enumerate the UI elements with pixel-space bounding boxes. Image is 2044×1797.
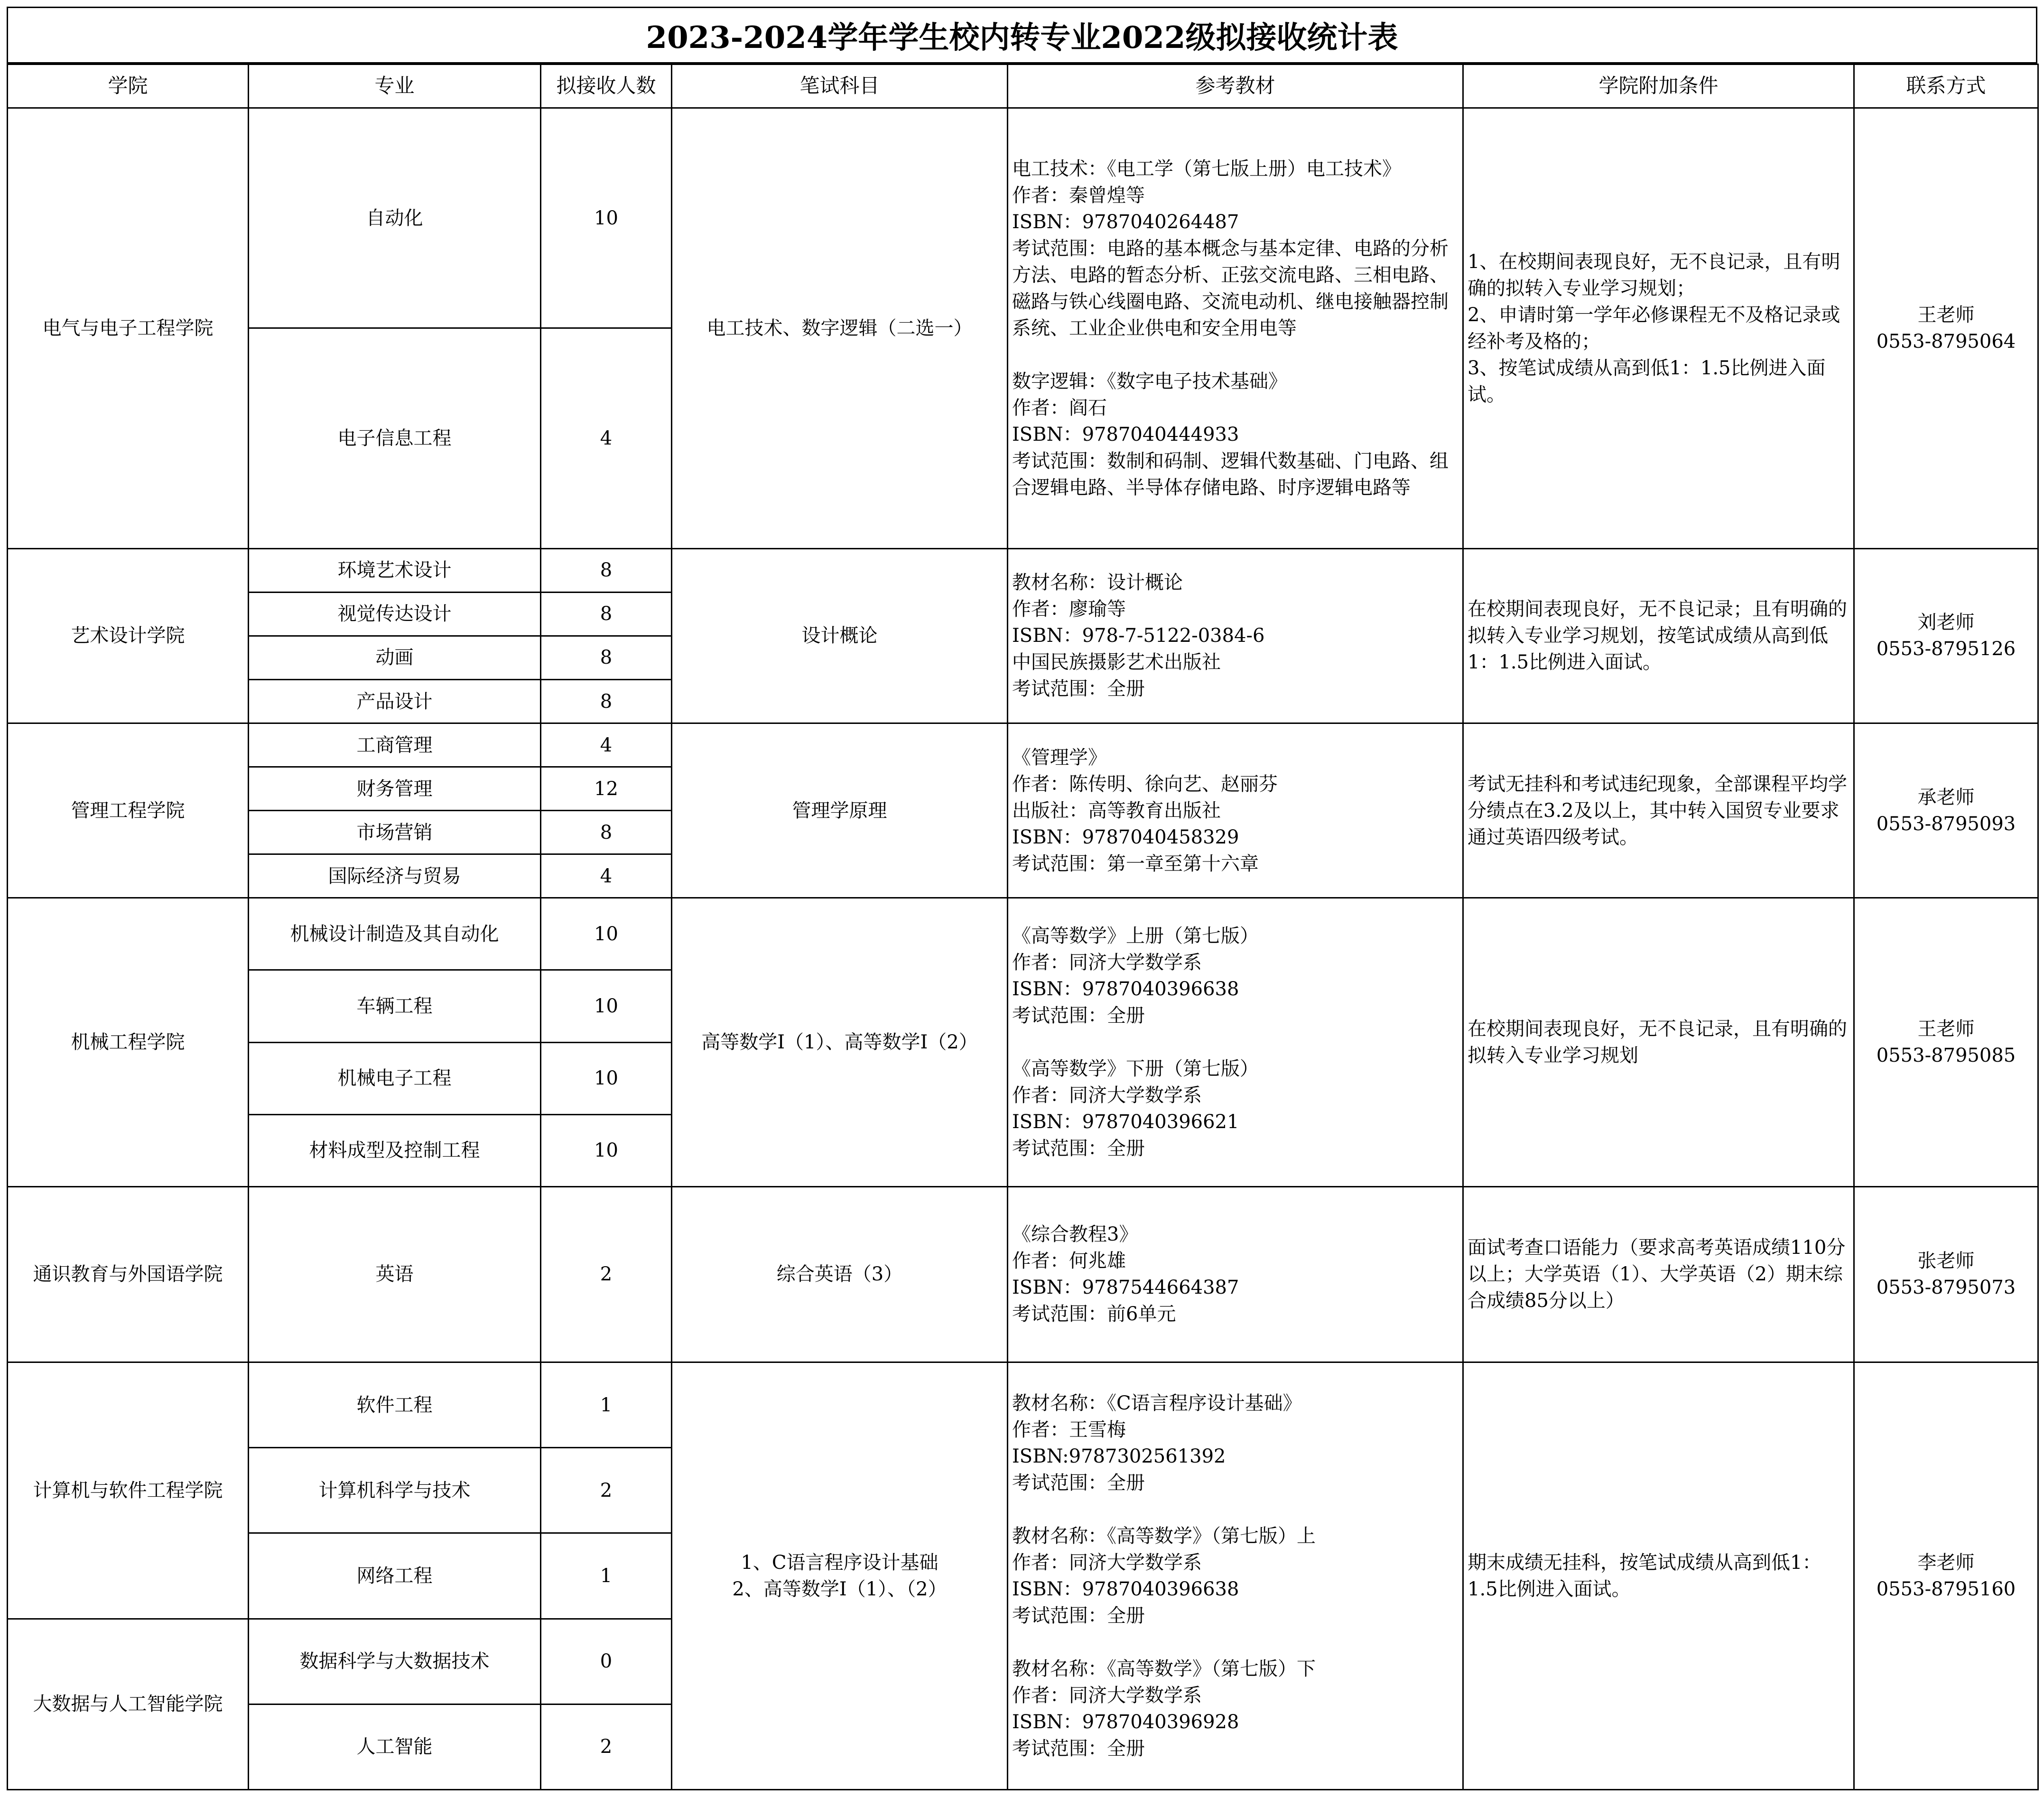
count-cell: 1 [541, 1362, 672, 1448]
count-cell: 1 [541, 1533, 672, 1619]
table-row [8, 108, 2038, 328]
table-row [8, 1362, 2038, 1448]
count-cell: 12 [541, 767, 672, 811]
count-cell: 10 [541, 1042, 672, 1114]
transfer-statistics-table [7, 64, 2039, 1790]
major-cell: 网络工程 [249, 1533, 541, 1619]
major-cell: 视觉传达设计 [249, 592, 541, 636]
major-cell: 国际经济与贸易 [249, 854, 541, 898]
count-cell: 4 [541, 723, 672, 767]
college-cell: 电气与电子工程学院 [8, 108, 249, 549]
exam-cell: 高等数学I（1）、高等数学I（2） [672, 898, 1008, 1187]
contact-name: 王老师 [1917, 304, 1975, 326]
major-cell: 工商管理 [249, 723, 541, 767]
contact-name: 承老师 [1917, 786, 1975, 808]
college-cell: 大数据与人工智能学院 [8, 1619, 249, 1789]
major-cell: 动画 [249, 636, 541, 679]
college-cell: 计算机与软件工程学院 [8, 1362, 249, 1619]
contact-cell [1854, 898, 2038, 1187]
conditions-cell: 在校期间表现良好，无不良记录；且有明确的拟转入专业学习规划，按笔试成绩从高到低1：1.5比例进入面试。 [1463, 548, 1854, 723]
header-textbook: 参考教材 [1008, 65, 1463, 108]
major-cell: 材料成型及控制工程 [249, 1114, 541, 1186]
exam-cell: 设计概论 [672, 548, 1008, 723]
contact-phone: 0553-8795064 [1876, 330, 2016, 352]
header-major: 专业 [249, 65, 541, 108]
header-contact: 联系方式 [1854, 65, 2038, 108]
major-cell: 产品设计 [249, 679, 541, 723]
exam-cell: 管理学原理 [672, 723, 1008, 898]
header-college: 学院 [8, 65, 249, 108]
count-cell: 4 [541, 328, 672, 548]
contact-cell [1854, 548, 2038, 723]
header-count: 拟接收人数 [541, 65, 672, 108]
count-cell: 2 [541, 1704, 672, 1789]
college-cell: 通识教育与外国语学院 [8, 1186, 249, 1362]
textbook-cell: 《管理学》 作者：陈传明、徐向艺、赵丽芬 出版社：高等教育出版社 ISBN：9787040458329 考试范围：第一章至第十六章 [1008, 723, 1463, 898]
textbook-cell: 教材名称：《C语言程序设计基础》 作者：王雪梅 ISBN:9787302561392 考试范围：全册 教材名称：《高等数学》（第七版）上 作者：同济大学数学系 ISBN：9787040396638 考试范围：全册 教材名称：《高等数学》（第七版）下 作者：同济大学数学系 ISBN：9787040396928 考试范围：全册 [1008, 1362, 1463, 1790]
header-row [8, 65, 2038, 108]
table-row [8, 898, 2038, 970]
count-cell: 8 [541, 548, 672, 592]
count-cell: 8 [541, 679, 672, 723]
exam-cell: 综合英语（3） [672, 1186, 1008, 1362]
major-cell: 机械设计制造及其自动化 [249, 898, 541, 970]
count-cell: 8 [541, 811, 672, 854]
conditions-cell: 面试考查口语能力（要求高考英语成绩110分以上；大学英语（1）、大学英语（2）期末综合成绩85分以上） [1463, 1186, 1854, 1362]
count-cell: 2 [541, 1186, 672, 1362]
count-cell: 4 [541, 854, 672, 898]
contact-phone: 0553-8795160 [1876, 1578, 2016, 1601]
table-row [8, 723, 2038, 767]
textbook-cell: 《综合教程3》 作者：何兆雄 ISBN：9787544664387 考试范围：前6单元 [1008, 1186, 1463, 1362]
major-cell: 市场营销 [249, 811, 541, 854]
college-cell: 艺术设计学院 [8, 548, 249, 723]
count-cell: 10 [541, 1114, 672, 1186]
major-cell: 数据科学与大数据技术 [249, 1619, 541, 1704]
major-cell: 财务管理 [249, 767, 541, 811]
contact-phone: 0553-8795073 [1876, 1277, 2016, 1299]
table-row [8, 1186, 2038, 1362]
contact-cell [1854, 108, 2038, 549]
count-cell: 8 [541, 592, 672, 636]
major-cell: 电子信息工程 [249, 328, 541, 548]
contact-cell [1854, 1362, 2038, 1790]
textbook-cell: 电工技术：《电工学（第七版上册）电工技术》 作者：秦曾煌等 ISBN：9787040264487 考试范围：电路的基本概念与基本定律、电路的分析方法、电路的暂态分析、正弦交流电路、三相电路、磁路与铁心线圈电路、交流电动机、继电接触器控制系统、工业企业供电和安全用电等 数字逻辑：《数字电子技术基础》 作者：阎石 ISBN：9787040444933 考试范围：数制和码制、逻辑代数基础、门电路、组合逻辑电路、半导体存储电路、时序逻辑电路等 [1008, 108, 1463, 549]
count-cell: 2 [541, 1448, 672, 1533]
count-cell: 8 [541, 636, 672, 679]
conditions-cell: 期末成绩无挂科，按笔试成绩从高到低1：1.5比例进入面试。 [1463, 1362, 1854, 1790]
textbook-cell: 《高等数学》上册（第七版） 作者：同济大学数学系 ISBN：9787040396638 考试范围：全册 《高等数学》下册（第七版） 作者：同济大学数学系 ISBN：9787040396621 考试范围：全册 [1008, 898, 1463, 1187]
header-conditions: 学院附加条件 [1463, 65, 1854, 108]
exam-cell: 1、C语言程序设计基础 2、高等数学I（1）、（2） [672, 1362, 1008, 1790]
college-cell: 管理工程学院 [8, 723, 249, 898]
conditions-cell: 在校期间表现良好，无不良记录，且有明确的拟转入专业学习规划 [1463, 898, 1854, 1187]
textbook-cell: 教材名称：设计概论 作者：廖瑜等 ISBN：978-7-5122-0384-6 中国民族摄影艺术出版社 考试范围：全册 [1008, 548, 1463, 723]
contact-name: 王老师 [1917, 1018, 1975, 1040]
conditions-cell: 1、在校期间表现良好，无不良记录，且有明确的拟转入专业学习规划； 2、申请时第一学年必修课程无不及格记录或经补考及格的； 3、按笔试成绩从高到低1：1.5比例进入面试。 [1463, 108, 1854, 549]
major-cell: 自动化 [249, 108, 541, 328]
contact-cell [1854, 1186, 2038, 1362]
count-cell: 0 [541, 1619, 672, 1704]
major-cell: 机械电子工程 [249, 1042, 541, 1114]
major-cell: 计算机科学与技术 [249, 1448, 541, 1533]
table-row [8, 548, 2038, 592]
contact-phone: 0553-8795085 [1876, 1045, 2016, 1067]
major-cell: 英语 [249, 1186, 541, 1362]
count-cell: 10 [541, 970, 672, 1042]
major-cell: 环境艺术设计 [249, 548, 541, 592]
major-cell: 人工智能 [249, 1704, 541, 1789]
major-cell: 软件工程 [249, 1362, 541, 1448]
contact-name: 张老师 [1917, 1250, 1975, 1272]
contact-phone: 0553-8795126 [1876, 638, 2016, 660]
page-title: 2023-2024学年学生校内转专业2022级拟接收统计表 [7, 7, 2037, 64]
college-cell: 机械工程学院 [8, 898, 249, 1187]
count-cell: 10 [541, 108, 672, 328]
contact-phone: 0553-8795093 [1876, 813, 2016, 835]
header-exam: 笔试科目 [672, 65, 1008, 108]
count-cell: 10 [541, 898, 672, 970]
conditions-cell: 考试无挂科和考试违纪现象，全部课程平均学分绩点在3.2及以上，其中转入国贸专业要求通过英语四级考试。 [1463, 723, 1854, 898]
contact-name: 刘老师 [1917, 611, 1975, 634]
exam-cell: 电工技术、数字逻辑（二选一） [672, 108, 1008, 549]
major-cell: 车辆工程 [249, 970, 541, 1042]
contact-cell [1854, 723, 2038, 898]
contact-name: 李老师 [1917, 1552, 1975, 1574]
